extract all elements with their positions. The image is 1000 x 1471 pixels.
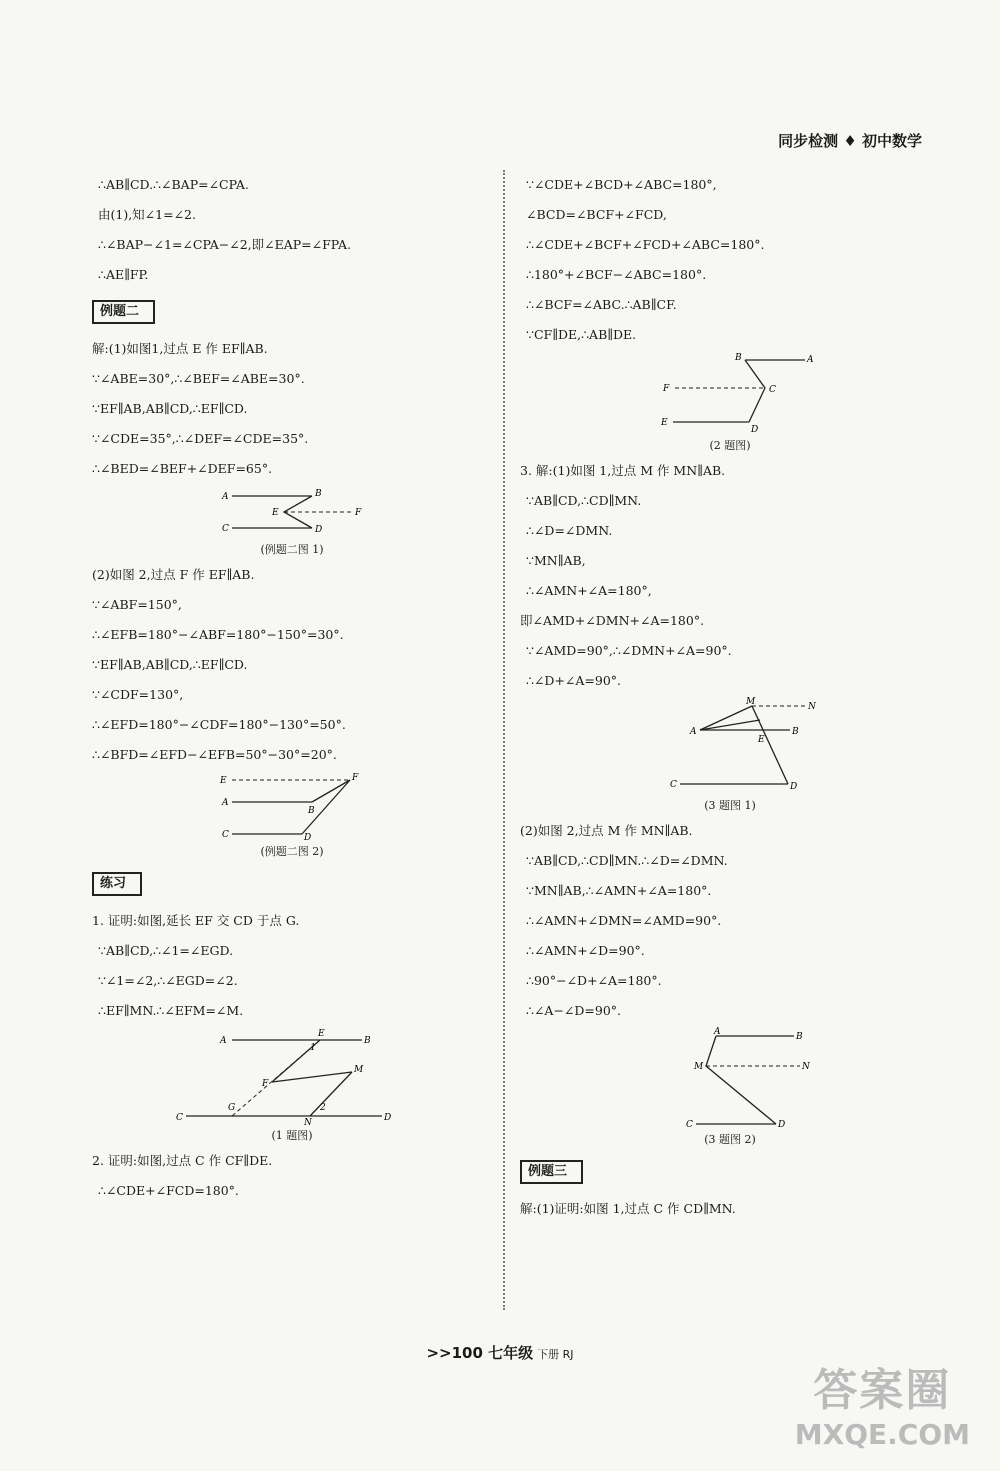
- practice-3-part1: [520, 456, 940, 696]
- svg-text:D: D: [778, 1120, 786, 1130]
- text-line: 1. 证明:如图,延长 EF 交 CD 于点 G.: [92, 913, 300, 928]
- section-label-example2: 例题二: [92, 300, 155, 324]
- figure-example2-1: [92, 484, 492, 560]
- figure-practice-3-1: [520, 696, 940, 816]
- text-line: ∴90°−∠D+∠A=180°.: [526, 973, 662, 988]
- text-line: ∵∠CDE=35°,∴∠DEF=∠CDE=35°.: [92, 431, 309, 446]
- svg-text:B: B: [735, 353, 742, 363]
- svg-text:C: C: [176, 1113, 183, 1123]
- practice-1: [92, 906, 492, 1026]
- figure-practice-2: [520, 350, 940, 456]
- left-column: [92, 170, 492, 1206]
- svg-text:G: G: [228, 1103, 236, 1113]
- text-line: ∴∠EFB=180°−∠ABF=180°−150°=30°.: [92, 627, 344, 642]
- example2-part1: [92, 334, 492, 484]
- text-line: 解:(1)如图1,过点 E 作 EF∥AB.: [92, 341, 268, 356]
- svg-text:M: M: [746, 697, 756, 707]
- text-line: ∵CF∥DE,∴AB∥DE.: [526, 327, 637, 342]
- text-line: ∵EF∥AB,AB∥CD,∴EF∥CD.: [92, 657, 248, 672]
- diagram: [212, 484, 372, 540]
- diagram: [645, 350, 815, 436]
- text-line: ∠BCD=∠BCF+∠FCD,: [526, 207, 667, 222]
- svg-text:F: F: [352, 773, 359, 783]
- svg-text:B: B: [315, 489, 322, 499]
- diagram: [172, 1026, 412, 1126]
- svg-text:E: E: [758, 735, 765, 745]
- text-line: ∵∠CDE+∠BCD+∠ABC=180°,: [526, 177, 717, 192]
- text-line: ∴AB∥CD.∴∠BAP=∠CPA.: [98, 177, 249, 192]
- svg-text:C: C: [686, 1120, 693, 1130]
- text-line: ∴∠BAP−∠1=∠CPA−∠2,即∠EAP=∠FPA.: [98, 237, 352, 252]
- text-line: ∴AE∥FP.: [98, 267, 149, 282]
- text-line: ∴∠CDE+∠FCD=180°.: [98, 1183, 239, 1198]
- svg-text:D: D: [384, 1113, 392, 1123]
- example2-part2: [92, 560, 492, 770]
- figure-caption: (1 题图): [271, 1129, 313, 1142]
- svg-text:D: D: [790, 782, 798, 792]
- figure-caption: (2 题图): [709, 439, 751, 452]
- svg-text:C: C: [670, 780, 677, 790]
- svg-text:B: B: [364, 1036, 371, 1046]
- section-label-practice: 练习: [92, 872, 142, 896]
- text-line: ∵EF∥AB,AB∥CD,∴EF∥CD.: [92, 401, 248, 416]
- diagram: [212, 770, 372, 842]
- text-line: ∴∠BCF=∠ABC.∴AB∥CF.: [526, 297, 677, 312]
- text-line: ∴∠AMN+∠DMN=∠AMD=90°.: [526, 913, 722, 928]
- svg-text:M: M: [354, 1065, 364, 1075]
- text-line: ∴∠A−∠D=90°.: [526, 1003, 622, 1018]
- text-line: ∴∠CDE+∠BCF+∠FCD+∠ABC=180°.: [526, 237, 765, 252]
- diagram: [640, 1026, 820, 1130]
- text-line: ∴∠AMN+∠A=180°,: [526, 583, 652, 598]
- svg-text:A: A: [714, 1027, 721, 1037]
- text-line: ∵AB∥CD,∴∠1=∠EGD.: [98, 943, 234, 958]
- column-divider: [503, 170, 505, 1310]
- watermark-url: MXQE.COM: [794, 1418, 970, 1451]
- svg-text:E: E: [318, 1029, 325, 1039]
- svg-text:A: A: [807, 355, 814, 365]
- svg-text:B: B: [308, 806, 315, 816]
- text-line: ∵∠ABE=30°,∴∠BEF=∠ABE=30°.: [92, 371, 305, 386]
- svg-text:A: A: [222, 492, 229, 502]
- svg-text:E: E: [272, 508, 279, 518]
- svg-text:C: C: [222, 830, 229, 840]
- svg-text:D: D: [315, 525, 323, 535]
- intro-block: [92, 170, 492, 290]
- watermark: [795, 1354, 970, 1451]
- svg-text:B: B: [792, 727, 799, 737]
- text-line: (2)如图 2,过点 F 作 EF∥AB.: [92, 567, 255, 582]
- svg-text:A: A: [220, 1036, 227, 1046]
- text-line: ∴∠AMN+∠D=90°.: [526, 943, 645, 958]
- diagram: [640, 696, 820, 796]
- svg-text:A: A: [690, 727, 697, 737]
- svg-text:D: D: [751, 425, 759, 435]
- text-line: ∵∠CDF=130°,: [92, 687, 184, 702]
- text-line: ∴∠D+∠A=90°.: [526, 673, 622, 688]
- svg-text:N: N: [802, 1062, 810, 1072]
- practice-2: [92, 1146, 492, 1206]
- text-line: ∵MN∥AB,∴∠AMN+∠A=180°.: [526, 883, 712, 898]
- practice-3-part2: [520, 816, 940, 1026]
- text-line: ∵∠1=∠2,∴∠EGD=∠2.: [98, 973, 238, 988]
- page-header: 同步检测 ♦ 初中数学: [778, 132, 922, 150]
- figure-practice-3-2: [520, 1026, 940, 1150]
- svg-text:D: D: [304, 833, 312, 842]
- text-line: 即∠AMD+∠DMN+∠A=180°.: [520, 613, 705, 628]
- text-line: ∴∠EFD=180°−∠CDF=180°−130°=50°.: [92, 717, 346, 732]
- page-number: >>100 七年级: [426, 1344, 534, 1362]
- svg-text:2: 2: [320, 1103, 326, 1113]
- svg-text:A: A: [222, 798, 229, 808]
- edition-label: 下册 RJ: [537, 1348, 574, 1361]
- svg-text:C: C: [222, 524, 229, 534]
- text-line: ∴∠D=∠DMN.: [526, 523, 613, 538]
- svg-text:F: F: [355, 508, 362, 518]
- svg-text:E: E: [220, 776, 227, 786]
- right-column: [520, 170, 940, 1224]
- text-line: ∴∠BED=∠BEF+∠DEF=65°.: [92, 461, 273, 476]
- svg-text:N: N: [304, 1118, 312, 1126]
- text-line: ∵MN∥AB,: [526, 553, 586, 568]
- figure-caption: (例题二图 2): [260, 845, 324, 858]
- watermark-text: 答案圈: [813, 1365, 952, 1416]
- svg-text:F: F: [663, 384, 670, 394]
- text-line: ∵∠AMD=90°,∴∠DMN+∠A=90°.: [526, 643, 732, 658]
- text-line: 由(1),知∠1=∠2.: [98, 207, 196, 222]
- practice-2-continued: [520, 170, 940, 350]
- section-label-example3: 例题三: [520, 1160, 583, 1184]
- figure-practice-1: [92, 1026, 492, 1146]
- figure-caption: (3 题图 1): [704, 799, 756, 812]
- text-line: ∴180°+∠BCF−∠ABC=180°.: [526, 267, 707, 282]
- text-line: (2)如图 2,过点 M 作 MN∥AB.: [520, 823, 693, 838]
- svg-text:C: C: [769, 385, 776, 395]
- svg-text:1: 1: [310, 1043, 316, 1053]
- text-line: 解:(1)证明:如图 1,过点 C 作 CD∥MN.: [520, 1201, 736, 1216]
- text-line: 3. 解:(1)如图 1,过点 M 作 MN∥AB.: [520, 463, 726, 478]
- text-line: ∵∠ABF=150°,: [92, 597, 182, 612]
- svg-text:F: F: [262, 1079, 269, 1089]
- text-line: ∵AB∥CD,∴CD∥MN.: [526, 493, 642, 508]
- text-line: 2. 证明:如图,过点 C 作 CF∥DE.: [92, 1153, 273, 1168]
- figure-caption: (例题二图 1): [260, 543, 324, 556]
- svg-text:E: E: [661, 418, 668, 428]
- figure-caption: (3 题图 2): [704, 1133, 756, 1146]
- figure-example2-2: [92, 770, 492, 862]
- text-line: ∴EF∥MN.∴∠EFM=∠M.: [98, 1003, 244, 1018]
- svg-text:B: B: [796, 1032, 803, 1042]
- text-line: ∴∠BFD=∠EFD−∠EFB=50°−30°=20°.: [92, 747, 337, 762]
- text-line: ∵AB∥CD,∴CD∥MN.∴∠D=∠DMN.: [526, 853, 728, 868]
- svg-text:M: M: [694, 1062, 704, 1072]
- svg-text:N: N: [808, 702, 816, 712]
